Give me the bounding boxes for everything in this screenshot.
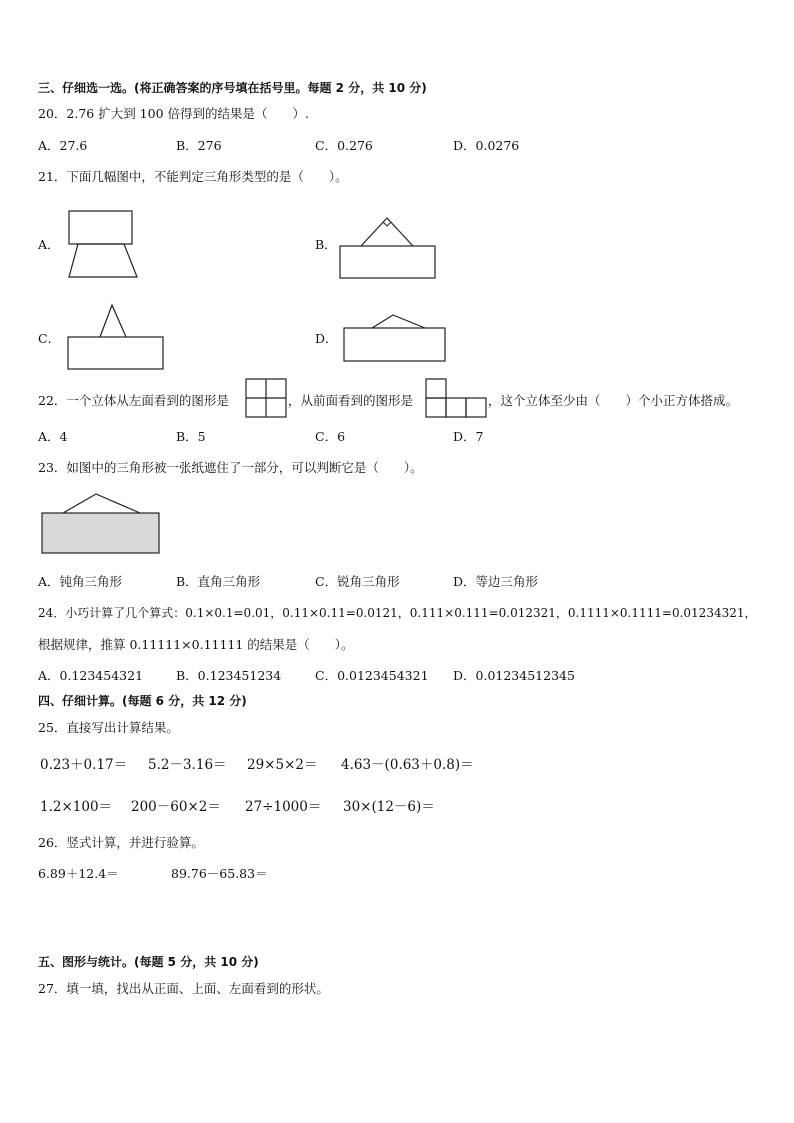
q22-option-d: D．7 xyxy=(453,429,484,444)
q24-option-a: A．0.123454321 xyxy=(38,668,144,683)
q22-option-a: A．4 xyxy=(38,429,68,444)
q20-option-b: B．276 xyxy=(176,138,222,153)
q24-option-d: D．0.01234512345 xyxy=(453,668,575,683)
q24-line1: 24．小巧计算了几个算式：0.1×0.1=0.01，0.11×0.11=0.0121，0.111×0.111=0.012321，0.1111×0.1111=0.01234321， xyxy=(38,606,757,620)
q25-expression: 1.2×100＝ xyxy=(40,799,113,815)
q22-stem-part2: ，从前面看到的图形是 xyxy=(288,393,414,408)
q20-option-c: C．0.276 xyxy=(315,138,373,153)
q26-item-1: 6.89＋12.4＝ xyxy=(38,866,119,881)
q21-label-c: C． xyxy=(38,331,61,346)
q21-stem: 21．下面几幅图中，不能判定三角形类型的是（ ）。 xyxy=(38,169,348,184)
q21-label-a: A． xyxy=(38,237,60,252)
q20-option-a: A．27.6 xyxy=(38,138,88,153)
q25-expression: 5.2－3.16＝ xyxy=(148,757,227,773)
q22-stem-part1: 22．一个立体从左面看到的图形是 xyxy=(38,393,229,408)
q26-stem: 26．竖式计算，并进行验算。 xyxy=(38,835,204,850)
q26-item-2: 89.76－65.83＝ xyxy=(171,866,268,881)
q23-stem: 23．如图中的三角形被一张纸遮住了一部分，可以判断它是（ ）。 xyxy=(38,460,423,475)
q22-option-c: C．6 xyxy=(315,429,346,444)
section4-heading: 四、仔细计算。(每题 6 分，共 12 分) xyxy=(38,694,247,708)
q24-option-c: C．0.0123454321 xyxy=(315,668,429,683)
q25-expression: 0.23＋0.17＝ xyxy=(40,757,128,773)
q24-option-b: B．0.123451234 xyxy=(176,668,282,683)
q25-expression: 4.63－(0.63＋0.8)＝ xyxy=(341,757,474,773)
q20-stem: 20．2.76 扩大到 100 倍得到的结果是（ ）. xyxy=(38,106,309,121)
q23-option-c: C．锐角三角形 xyxy=(315,574,400,589)
q25-expression: 29×5×2＝ xyxy=(247,757,318,773)
section5-heading: 五、图形与统计。(每题 5 分，共 10 分) xyxy=(38,955,259,969)
section3-heading: 三、仔细选一选。(将正确答案的序号填在括号里。每题 2 分，共 10 分) xyxy=(38,81,427,95)
q27-stem: 27．填一填，找出从正面、上面、左面看到的形状。 xyxy=(38,981,329,996)
q23-option-d: D．等边三角形 xyxy=(453,574,539,589)
q22-option-b: B．5 xyxy=(176,429,206,444)
q25-stem: 25．直接写出计算结果。 xyxy=(38,720,179,735)
q24-line2: 根据规律，推算 0.11111×0.11111 的结果是（ ）。 xyxy=(38,637,354,652)
q21-label-d: D． xyxy=(315,331,338,346)
q21-label-b: B． xyxy=(315,237,337,252)
q23-option-a: A．钝角三角形 xyxy=(38,574,123,589)
q23-option-b: B．直角三角形 xyxy=(176,574,261,589)
q25-expression: 27÷1000＝ xyxy=(245,799,322,815)
q20-option-d: D．0.0276 xyxy=(453,138,520,153)
q22-stem-part3: ，这个立体至少由（ ）个小正方体搭成。 xyxy=(488,393,739,408)
q25-expression: 30×(12－6)＝ xyxy=(343,799,435,815)
q25-expression: 200－60×2＝ xyxy=(131,799,221,815)
